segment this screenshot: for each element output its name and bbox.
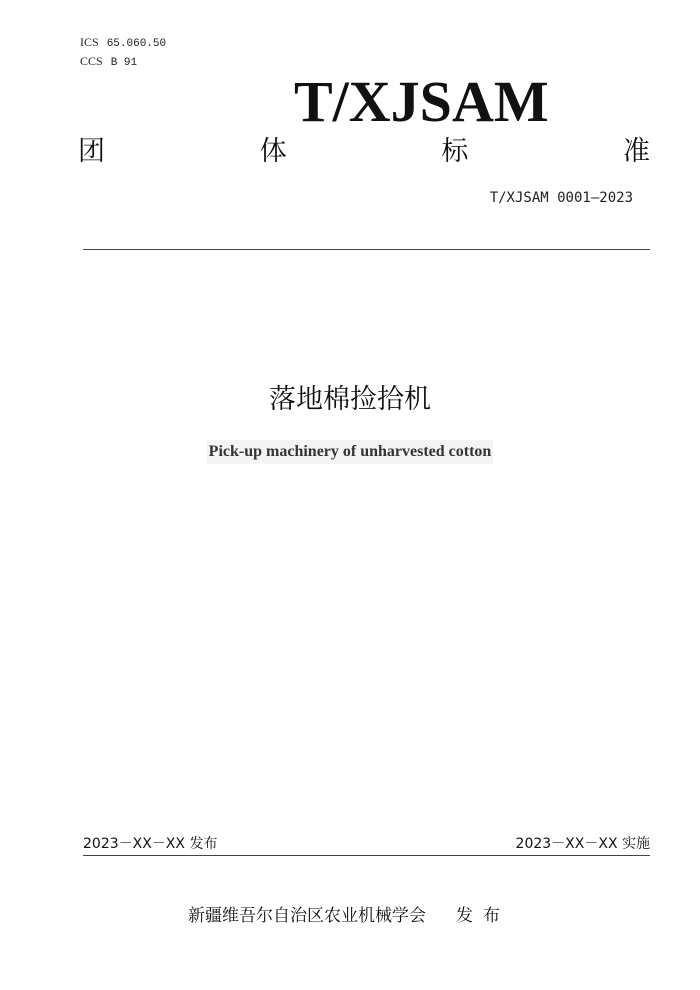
publisher-action: 发布 [456,906,510,926]
ics-label: ICS [80,35,99,49]
standard-type-char: 标 [441,136,469,167]
ics-row [80,34,166,53]
title-english-wrapper [0,440,700,464]
issue-date: 2023－XX－XX 发布 [83,836,218,852]
classification-codes [80,34,166,72]
implementation-date: 2023－XX－XX 实施 [515,836,650,852]
standard-type-char: 团 [78,136,105,167]
standard-type-char: 准 [622,136,650,167]
standard-type-heading [78,132,650,172]
standard-number: T/XJSAM 0001—2023 [489,190,633,206]
organization-code: T/XJSAM [294,69,549,134]
ccs-label: CCS [80,54,103,68]
header-divider [83,249,650,250]
publisher-name: 新疆维吾尔自治区农业机械学会 [188,906,426,926]
publisher-line [188,904,510,928]
ccs-value: B 91 [110,57,138,69]
ccs-row [80,53,166,72]
standard-type-char: 体 [259,136,287,167]
footer-divider [83,855,650,856]
title-english: Pick-up machinery of unharvested cotton [207,440,494,464]
ics-value: 65.060.50 [106,38,167,50]
title-chinese: 落地棉捡拾机 [269,384,431,415]
